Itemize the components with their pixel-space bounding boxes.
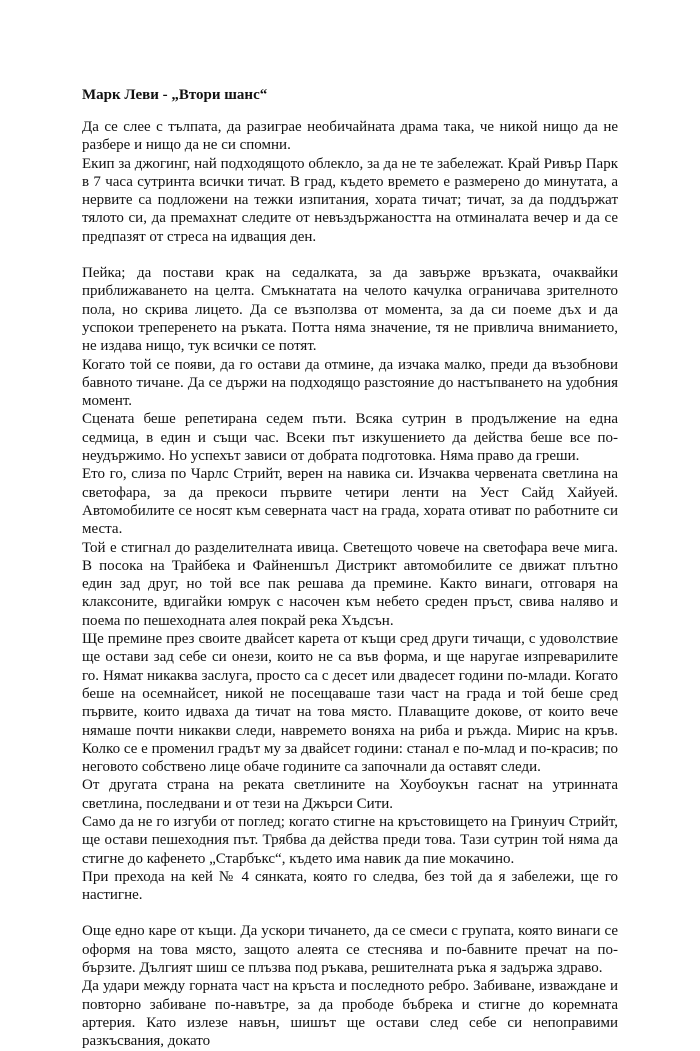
paragraph: Да се слее с тълпата, да разиграе необичайната драма така, че никой нищо да не разбере и нищо да не си спомни. bbox=[82, 119, 618, 154]
paragraph: Той е стигнал до разделителната ивица. Светещото човече на светофара вече мига. В посока на Трайбека и Файненшъл Дистрикт автомобилите се движат плътно един зад друг, но той все пак решава да премине. Както винаги, отговаря на клаксоните, вдигайки юмрук с насочен към небето среден пръст, свива наляво и поема по пешеходната алея покрай река Хъдсън. bbox=[82, 539, 618, 629]
paragraph: Когато той се появи, да го остави да отмине, да изчака малко, преди да възобнови бавното тичане. Да се държи на подходящо разстояние до настъпването на удобния момент. bbox=[82, 356, 618, 410]
paragraph-gap bbox=[82, 246, 618, 264]
paragraph: От другата страна на реката светлините на Хоубоукън гаснат на утринната светлина, последвани и от тези на Джърси Сити. bbox=[82, 777, 618, 812]
paragraph: Да удари между горната част на кръста и последното ребро. Забиване, изваждане и повторно забиване по-навътре, за да прободе бъбрека и стигне до коремната артерия. Като излезе навън, шишът ще остави след себе си непоправими разкъсвания, докато bbox=[82, 978, 618, 1050]
paragraph: При прехода на кей № 4 сянката, която го следва, без той да я забележи, ще го настигне. bbox=[82, 868, 618, 904]
paragraph: Сцената беше репетирана седем пъти. Всяка сутрин в продължение на една седмица, в един и същи час. Всеки път изкушението да действа беше все по-неудържимо. Но успехът зависи от добрата подготовка. Няма право да греши. bbox=[82, 411, 618, 465]
paragraph: Само да не го изгуби от поглед; когато стигне на кръстовището на Гринуич Стрийт, ще остави пешеходния път. Трябва да действа преди това. Тази сутрин той няма да стигне до кафенето „Старбъкс“, където има навик да пие мокачино. bbox=[82, 813, 618, 867]
paragraph: Още едно каре от къщи. Да ускори тичането, да се смеси с групата, която винаги се оформя на това място, защото алеята се стеснява и по-бавните пречат на по-бързите. Дългият шиш се плъзва под ръкава, решителната ръка я задържа здраво. bbox=[82, 923, 618, 977]
paragraph: Екип за джогинг, най подходящото облекло, за да не те забележат. Край Ривър Парк в 7 часа сутринта всички тичат. В град, където времето е размерено до минутата, а нервите са подложени на тежки изпитания, хората тичат; тичат, за да поддържат тялото си, да премахнат следите от невъздържаността на отминалата вечер и да се предпазят от стреса на идващия ден. bbox=[82, 155, 618, 245]
paragraph: Пейка; да постави крак на седалката, за да завърже връзката, очаквайки приближаването на целта. Смъкнатата на челото качулка ограничава зрителното пола, но скрива лицето. Да се възползва от момента, за да си поеме дъх и да успокои треперенето на ръката. Потта няма значение, тя не привлича вниманието, не издава нищо, тук всички се потят. bbox=[82, 265, 618, 355]
paragraph: Ето го, слиза по Чарлс Стрийт, верен на навика си. Изчаква червената светлина на светофара, за да прекоси първите четири ленти на Уест Сайд Хайуей. Автомобилите се носят към северната част на града, хората отиват по работните си места. bbox=[82, 466, 618, 538]
document-title: Марк Леви - „Втори шанс“ bbox=[82, 87, 268, 103]
paragraph: Ще премине през своите двайсет карета от къщи сред други тичащи, с удоволствие ще остави зад себе си онези, които не са във форма, и ще наругае изпреварилите го. Нямат никаква заслуга, просто са с десет или двадесет години по-млади. Когато беше на осемнайсет, никой не посещаваше тази част на града и той беше сред първите, които идваха да тичат на това място. Плаващите докове, от които вече нямаше почти никакви следи, навремето воняха на риба и ръжда. Мирис на кръв. Колко се е променил градът му за двайсет години: станал е по-млад и по-красив; по неговото собствено лице обаче годините са започнали да оставят следи. bbox=[82, 631, 618, 776]
paragraph-gap bbox=[82, 904, 618, 922]
